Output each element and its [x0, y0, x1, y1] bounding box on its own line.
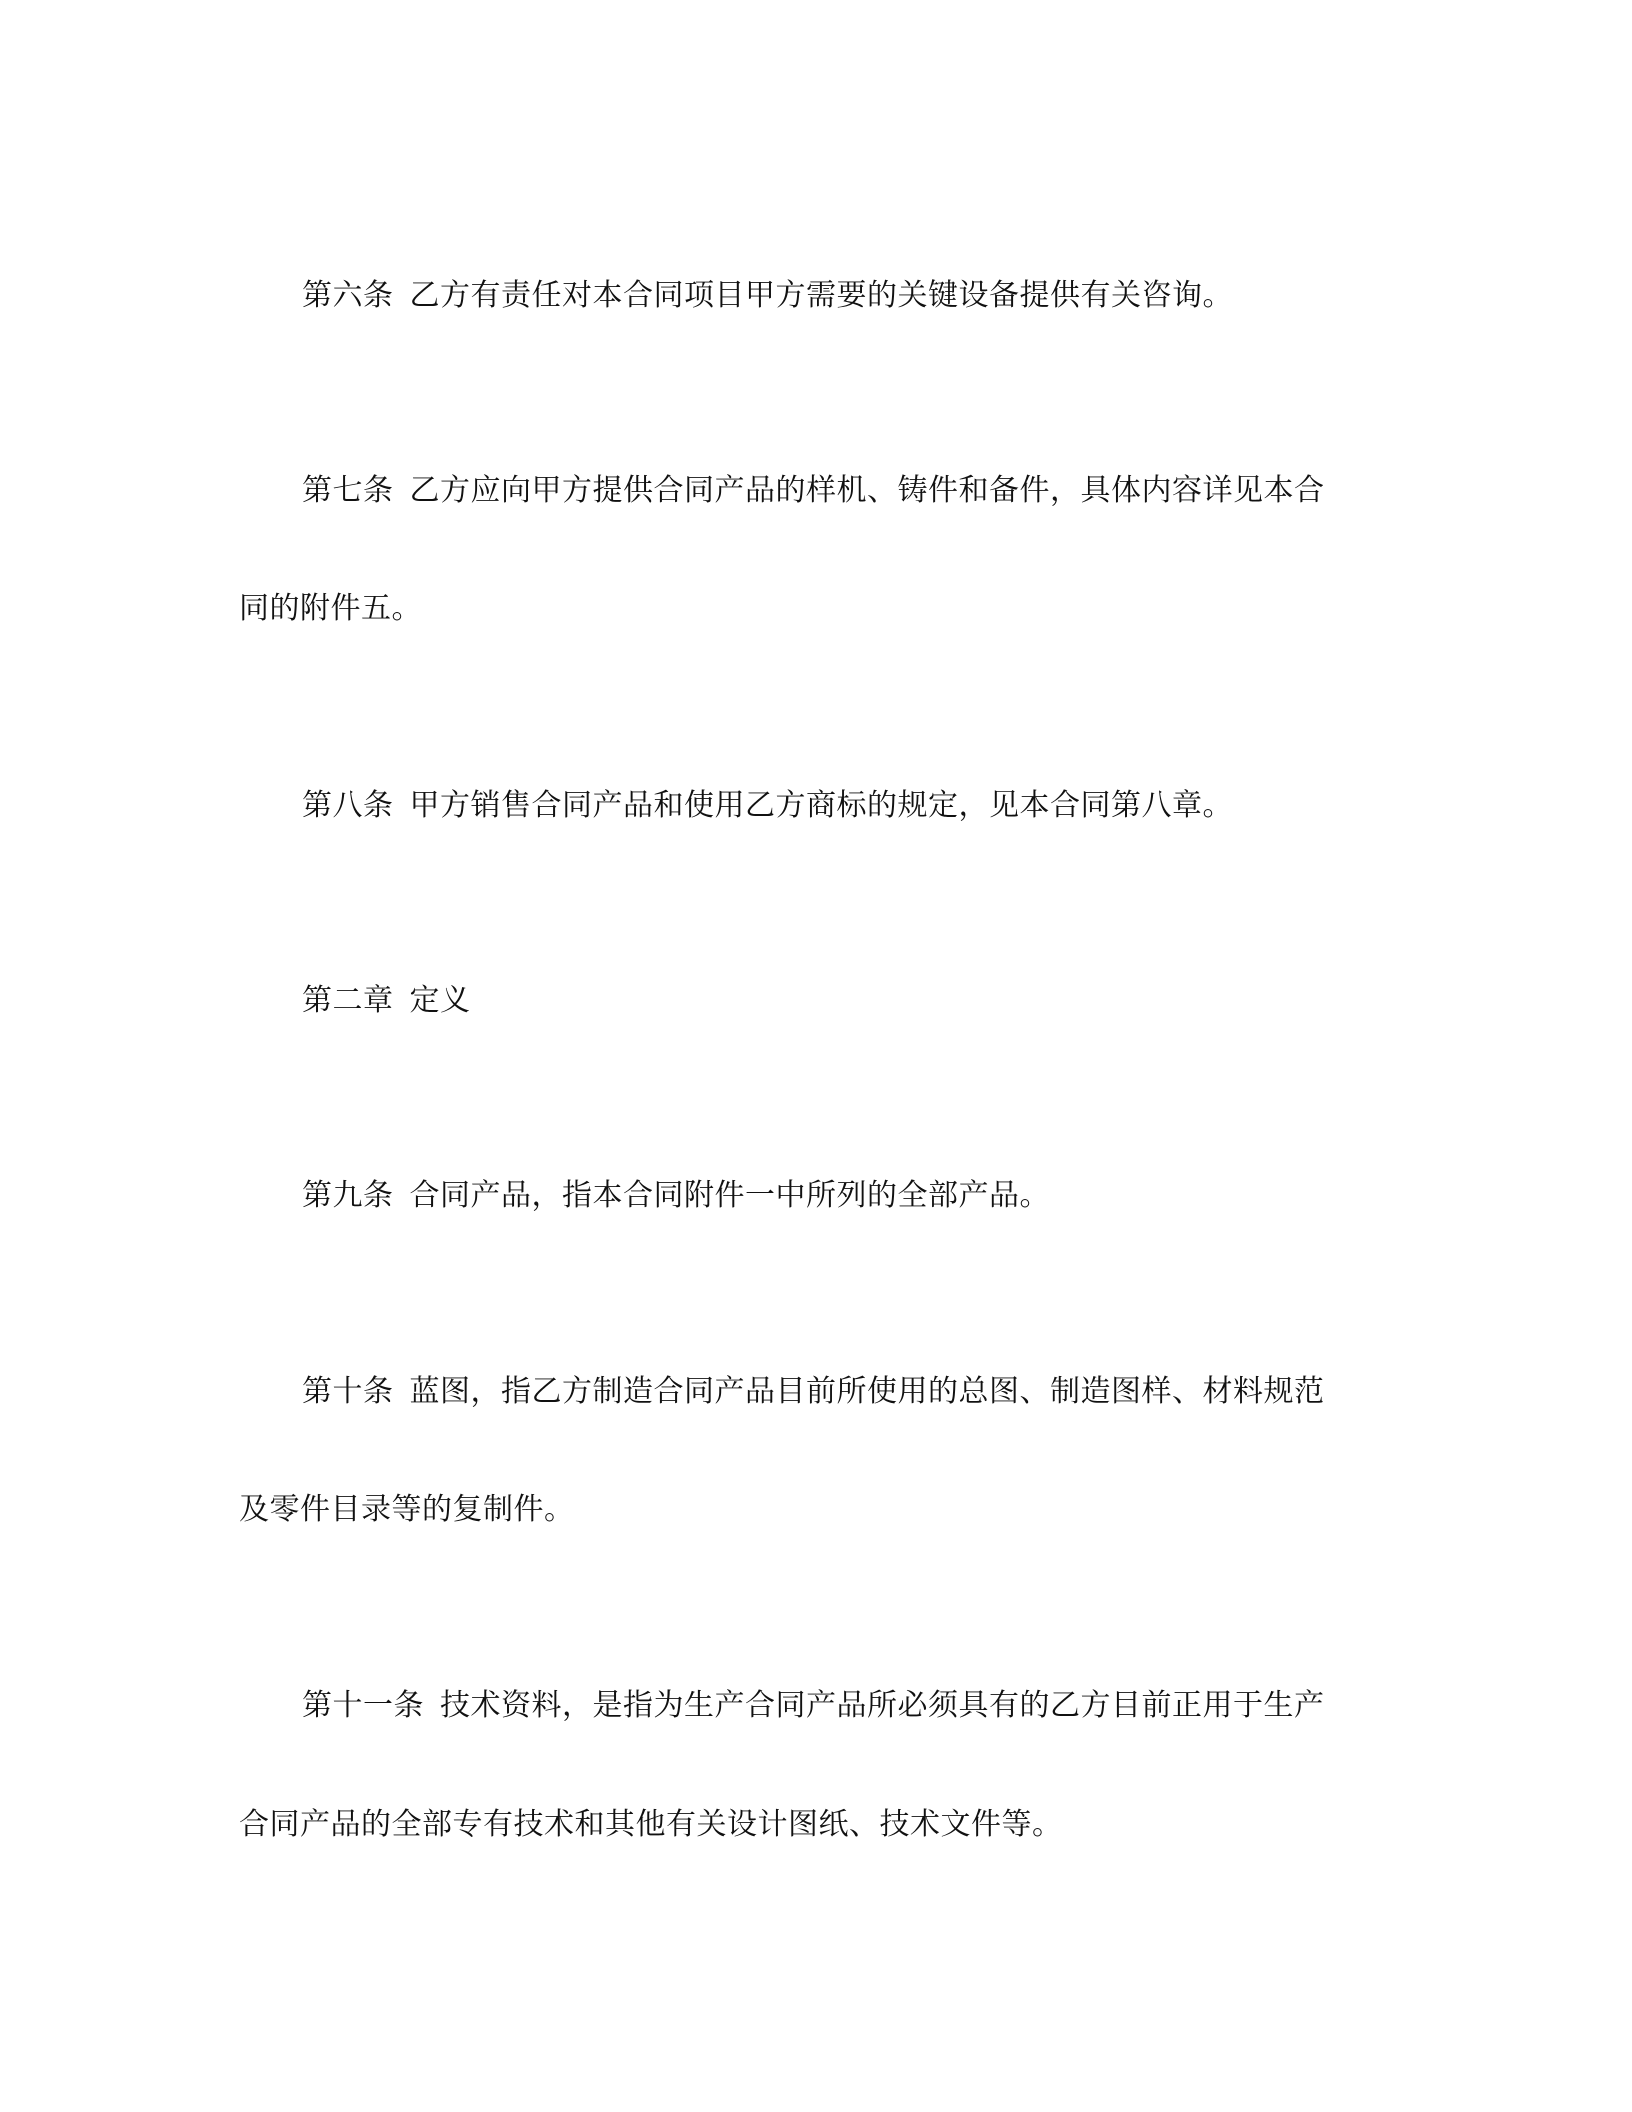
article-7-line-2 [239, 589, 422, 629]
article-8-text: 甲方销售合同产品和使用乙方商标的规定，见本合同第八章。 [409, 788, 1233, 823]
article-8-label: 第八条 [302, 788, 394, 823]
article-10-line-1 [302, 1372, 1325, 1412]
article-6-text: 乙方有责任对本合同项目甲方需要的关键设备提供有关咨询。 [409, 278, 1233, 313]
article-10-label: 第十条 [302, 1374, 394, 1409]
chapter-2-heading [302, 981, 471, 1021]
article-7-text: 乙方应向甲方提供合同产品的样机、铸件和备件，具体内容详见本合 [409, 473, 1325, 508]
article-10-text: 蓝图，指乙方制造合同产品目前所使用的总图、制造图样、材料规范 [409, 1374, 1325, 1409]
article-11-line-2 [239, 1805, 1063, 1845]
article-8-line-1 [302, 786, 1233, 826]
article-7-label: 第七条 [302, 473, 394, 508]
article-11-text-continued: 合同产品的全部专有技术和其他有关设计图纸、技术文件等。 [239, 1807, 1063, 1842]
article-11-text: 技术资料，是指为生产合同产品所必须具有的乙方目前正用于生产 [440, 1688, 1325, 1723]
article-7-line-1 [302, 471, 1325, 511]
article-10-text-continued: 及零件目录等的复制件。 [239, 1492, 575, 1527]
article-9-text: 合同产品，指本合同附件一中所列的全部产品。 [409, 1178, 1050, 1213]
article-6-label: 第六条 [302, 278, 394, 313]
article-11-line-1 [302, 1686, 1325, 1726]
article-7-text-continued: 同的附件五。 [239, 591, 422, 626]
article-9-line-1 [302, 1176, 1050, 1216]
article-6-line-1 [302, 276, 1233, 316]
article-11-label: 第十一条 [302, 1688, 424, 1723]
article-10-line-2 [239, 1490, 575, 1530]
article-9-label: 第九条 [302, 1178, 394, 1213]
chapter-2-title: 定义 [409, 983, 471, 1018]
chapter-2-label: 第二章 [302, 983, 394, 1018]
